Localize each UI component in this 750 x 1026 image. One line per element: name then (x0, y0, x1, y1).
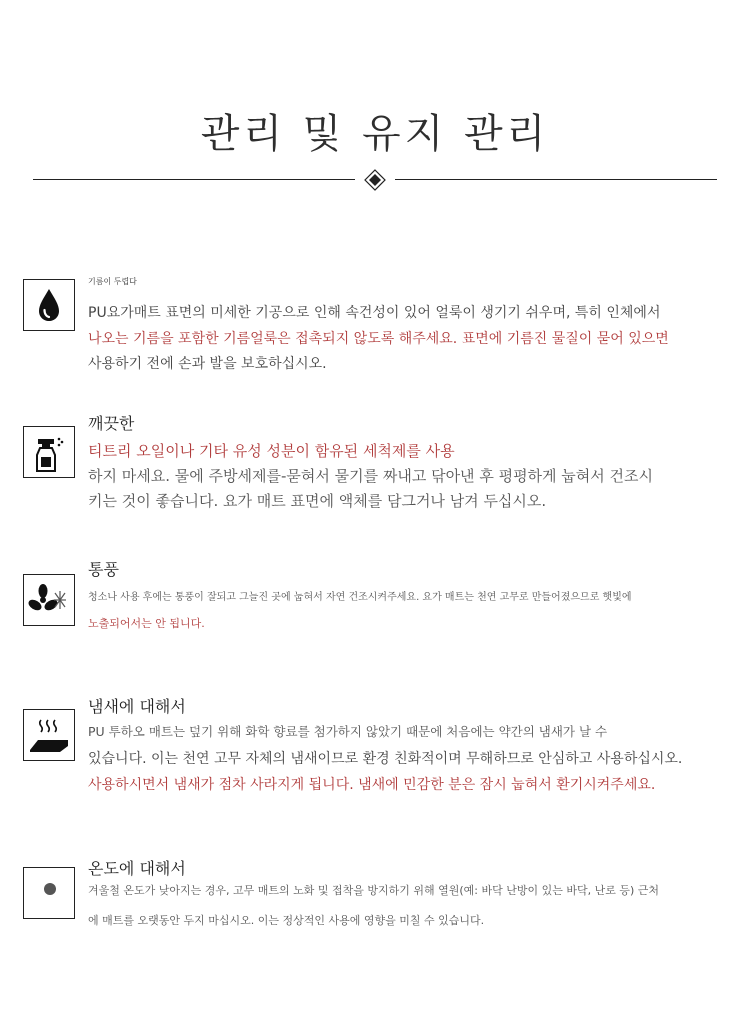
temperature-icon-box (23, 867, 75, 919)
temperature-dot-icon (24, 868, 74, 918)
section-text-line: 노출되어서는 안 됩니다. (88, 617, 205, 630)
section-text-line: 나오는 기름을 포함한 기름얼룩은 접촉되지 않도록 해주세요. 표면에 기름진 물질이 묻어 있으면 (88, 331, 669, 347)
section-clean (0, 408, 750, 518)
section-heading: 깨끗한 (88, 414, 135, 433)
page-title: 관리 및 유지 관리 (200, 111, 550, 157)
section-text-line: 키는 것이 좋습니다. 요가 매트 표면에 액체를 담그거나 남겨 두십시오. (88, 492, 547, 510)
section-text-line: 에 매트를 오랫동안 두지 마십시오. 이는 정상적인 사용에 영향을 미칠 수 있습니다. (88, 914, 485, 927)
divider-line-right (395, 179, 717, 180)
section-heading: 온도에 대해서 (88, 859, 186, 878)
divider-line-left (33, 179, 355, 180)
spray-bottle-icon (24, 427, 74, 477)
section-text-line: PU요가매트 표면의 미세한 기공으로 인해 속건성이 있어 얼룩이 생기기 쉬우며, 특히 인체에서 (88, 305, 661, 321)
section-heading: 기름이 두렵다 (88, 277, 137, 286)
section-heading: 냄새에 대해서 (88, 697, 186, 716)
section-text-line: PU 투하오 매트는 덮기 위해 화학 향료를 첨가하지 않았기 때문에 처음에는 약간의 냄새가 날 수 (88, 724, 608, 739)
odor-mat-icon (24, 710, 74, 760)
fan-icon-box (23, 574, 75, 626)
section-text-line: 사용하시면서 냄새가 점차 사라지게 됩니다. 냄새에 민감한 분은 잠시 눕혀서 환기시켜주세요. (88, 777, 656, 793)
section-text-line: 하지 마세요. 물에 주방세제를-묻혀서 물기를 짜내고 닦아낸 후 평평하게 눕혀서 건조시 (88, 467, 654, 485)
fan-icon (24, 575, 74, 625)
section-text-line: 티트리 오일이나 기타 유성 성분이 함유된 세척제를 사용 (88, 442, 455, 460)
section-text-line: 사용하기 전에 손과 발을 보호하십시오. (88, 356, 327, 372)
section-heading: 통풍 (88, 560, 119, 579)
section-odor (0, 692, 750, 802)
spray-bottle-icon-box (23, 426, 75, 478)
section-temperature (0, 855, 750, 935)
oil-drop-icon-box (23, 279, 75, 331)
section-text-line: 청소나 사용 후에는 통풍이 잘되고 그늘진 곳에 눕혀서 자연 건조시켜주세요. 요가 매트는 천연 고무로 만들어졌으므로 햇빛에 (88, 592, 632, 603)
section-oil (0, 270, 750, 380)
title-divider (33, 168, 717, 192)
section-text-line: 겨울철 온도가 낮아지는 경우, 고무 매트의 노화 및 접착을 방지하기 위해 열원(예: 바닥 난방이 있는 바닥, 난로 등) 근처 (88, 884, 660, 897)
section-text-line: 있습니다. 이는 천연 고무 자체의 냄새이므로 환경 친화적이며 무해하므로 안심하고 사용하십시오. (88, 751, 683, 767)
section-ventilation (0, 554, 750, 634)
odor-mat-icon-box (23, 709, 75, 761)
oil-drop-icon (24, 280, 74, 330)
diamond-ornament-icon (364, 169, 386, 191)
